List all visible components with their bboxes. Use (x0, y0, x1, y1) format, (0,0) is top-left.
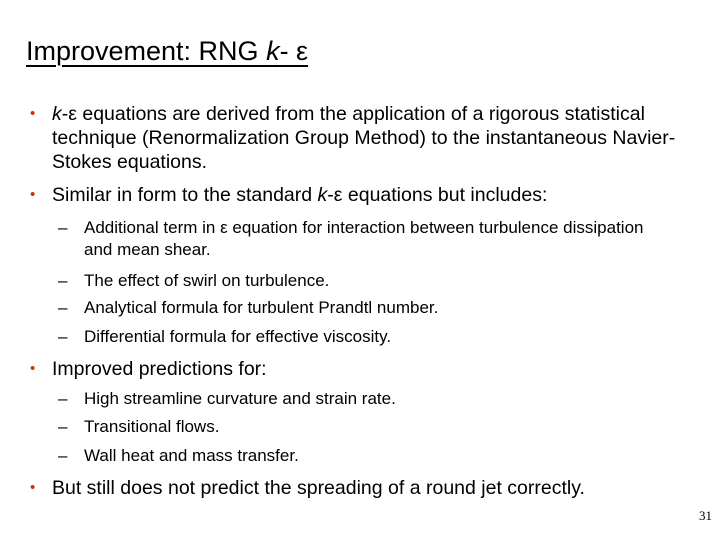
bullet-2-body-end: -ε equations but includes: (327, 184, 548, 206)
dash-icon: – (58, 446, 68, 465)
bullet-2-body: Similar in form to the standard (52, 184, 318, 206)
sub-item-text: High streamline curvature and strain rate. (84, 389, 396, 408)
title-italic-k: k (266, 36, 280, 66)
bullet-icon: • (30, 479, 36, 496)
bullet-1-body: -ε equations are derived from the application of a rigorous statistical technique (Renormalization Group Method) to the instantaneous Navier-Stokes equations. (52, 103, 676, 173)
dash-icon: – (58, 298, 68, 317)
dash-icon: – (58, 417, 68, 436)
dash-icon: – (58, 327, 68, 346)
italic-k: k (317, 184, 328, 206)
title-text: Improvement: RNG (26, 36, 267, 66)
bullet-icon: • (30, 105, 36, 122)
page-number: 31 (699, 508, 712, 523)
sub-item-text: The effect of swirl on turbulence. (84, 271, 330, 290)
sub-item-text: Transitional flows. (84, 417, 220, 436)
sub-item-text: Differential formula for effective viscosity. (84, 327, 392, 346)
bullet-text-4: But still does not predict the spreading of a round jet correctly. (52, 477, 585, 499)
sub-item-text: Additional term in ε equation for interaction between turbulence dissipation and mean shear. (84, 218, 644, 259)
dash-icon: – (58, 389, 68, 408)
bullet-text-3: Improved predictions for: (52, 358, 267, 380)
bullet-icon: • (30, 186, 36, 203)
sub-item-text: Wall heat and mass transfer. (84, 446, 299, 465)
sub-item-text: Analytical formula for turbulent Prandtl number. (84, 298, 439, 317)
dash-icon: – (58, 271, 68, 290)
title-suffix: - ε (279, 36, 309, 66)
dash-icon: – (58, 218, 68, 237)
bullet-icon: • (30, 360, 36, 377)
bullet-text-2 (52, 183, 682, 207)
bullet-text-1 (52, 102, 682, 174)
italic-k: k (52, 103, 62, 125)
